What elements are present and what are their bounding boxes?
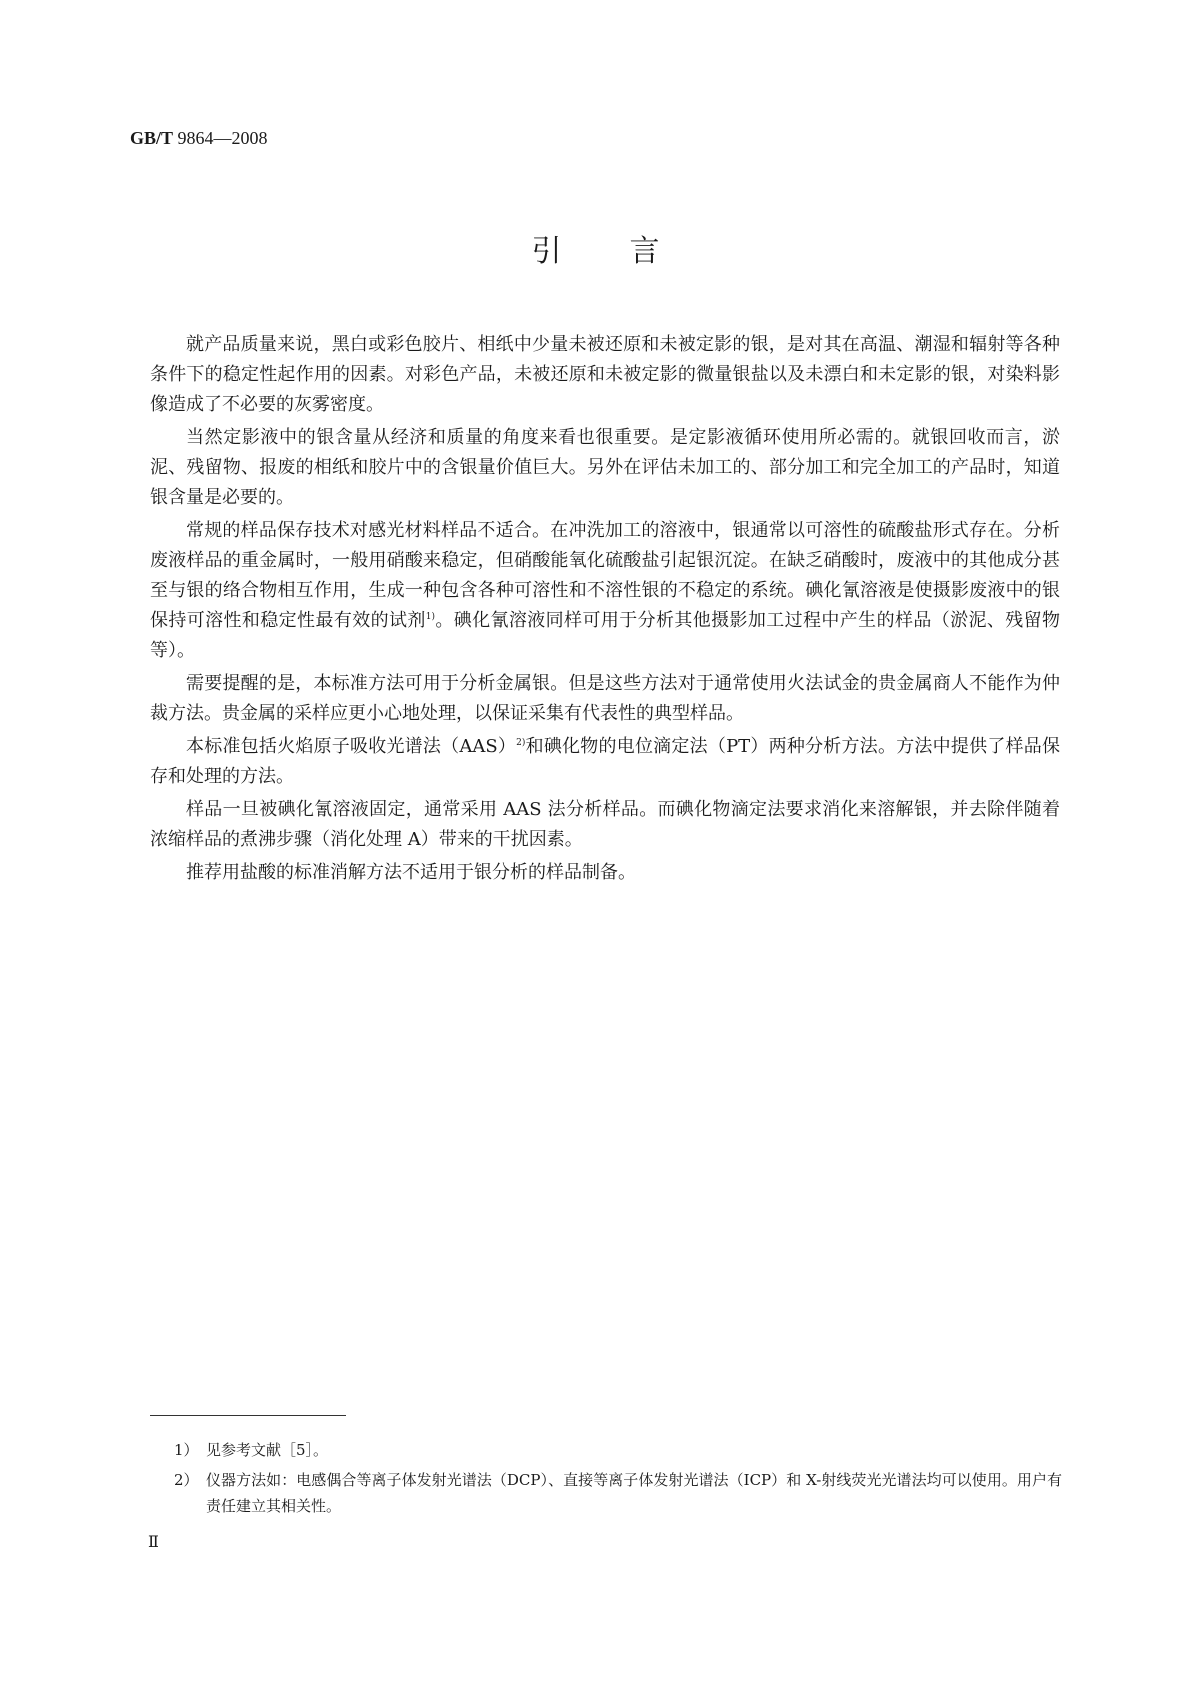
footnote-ref: 1) [425, 612, 435, 622]
footnote-number: 2） [174, 1471, 199, 1489]
footnote [150, 1467, 1062, 1519]
paragraph-text: 。碘化氰溶液同样可用于分析其他摄影加工过程中产生的样品（淤泥、残留物等）。 [150, 610, 1061, 661]
paragraph: 当然定影液中的银含量从经济和质量的角度来看也很重要。是定影液循环使用所必需的。就银回收而言，淤泥、残留物、报废的相纸和胶片中的含银量价值巨大。另外在评估未加工的、部分加工和完全加工的产品时，知道银含量是必要的。 [150, 427, 1060, 508]
footnote-ref: 2) [516, 738, 526, 748]
standard-number: 9864—2008 [177, 128, 268, 148]
paragraph [150, 732, 1060, 792]
paragraph-text: 和碘化物的电位滴定法（PT）两种分析方法。方法中提供了样品保存和处理的方法。 [150, 736, 1060, 787]
footnote-text: 仪器方法如：电感偶合等离子体发射光谱法（DCP）、直接等离子体发射光谱法（ICP）和 X-射线荧光光谱法均可以使用。用户有责任建立其相关性。 [206, 1471, 1062, 1515]
paragraph: 样品一旦被碘化氰溶液固定，通常采用 AAS 法分析样品。而碘化物滴定法要求消化来溶解银，并去除伴随着浓缩样品的煮沸步骤（消化处理 A）带来的干扰因素。 [150, 799, 1060, 850]
standard-code [130, 128, 268, 149]
footnote-text: 见参考文献［5］。 [206, 1441, 329, 1459]
paragraph: 就产品质量来说，黑白或彩色胶片、相纸中少量未被还原和未被定影的银，是对其在高温、潮湿和辐射等各种条件下的稳定性起作用的因素。对彩色产品，未被还原和未被定影的微量银盐以及未漂白和未定影的银，对染料影像造成了不必要的灰雾密度。 [150, 334, 1060, 415]
footnote-divider [150, 1415, 346, 1416]
paragraph [150, 516, 1060, 666]
footnote [150, 1437, 1062, 1463]
page-title: 引言 [531, 234, 728, 269]
footnotes [150, 1437, 1062, 1523]
body-text [150, 330, 1060, 891]
page-number: Ⅱ [148, 1534, 159, 1551]
paragraph: 推荐用盐酸的标准消解方法不适用于银分析的样品制备。 [186, 862, 636, 883]
paragraph-text: 常规的样品保存技术对感光材料样品不适合。在冲洗加工的溶液中，银通常以可溶性的硫酸盐形式存在。分析废液样品的重金属时，一般用硝酸来稳定，但硝酸能氧化硫酸盐引起银沉淀。在缺乏硝酸时，废液中的其他成分甚至与银的络合物相互作用，生成一种包含各种可溶性和不溶性银的不稳定的系统。碘化氰溶液是使摄影废液中的银保持可溶性和稳定性最有效的试剂 [150, 520, 1060, 631]
paragraph: 需要提醒的是，本标准方法可用于分析金属银。但是这些方法对于通常使用火法试金的贵金属商人不能作为仲裁方法。贵金属的采样应更小心地处理，以保证采集有代表性的典型样品。 [150, 673, 1060, 724]
standard-prefix: GB/T [130, 128, 174, 148]
footnote-number: 1） [174, 1441, 199, 1459]
paragraph-text: 本标准包括火焰原子吸收光谱法（AAS） [186, 736, 517, 757]
